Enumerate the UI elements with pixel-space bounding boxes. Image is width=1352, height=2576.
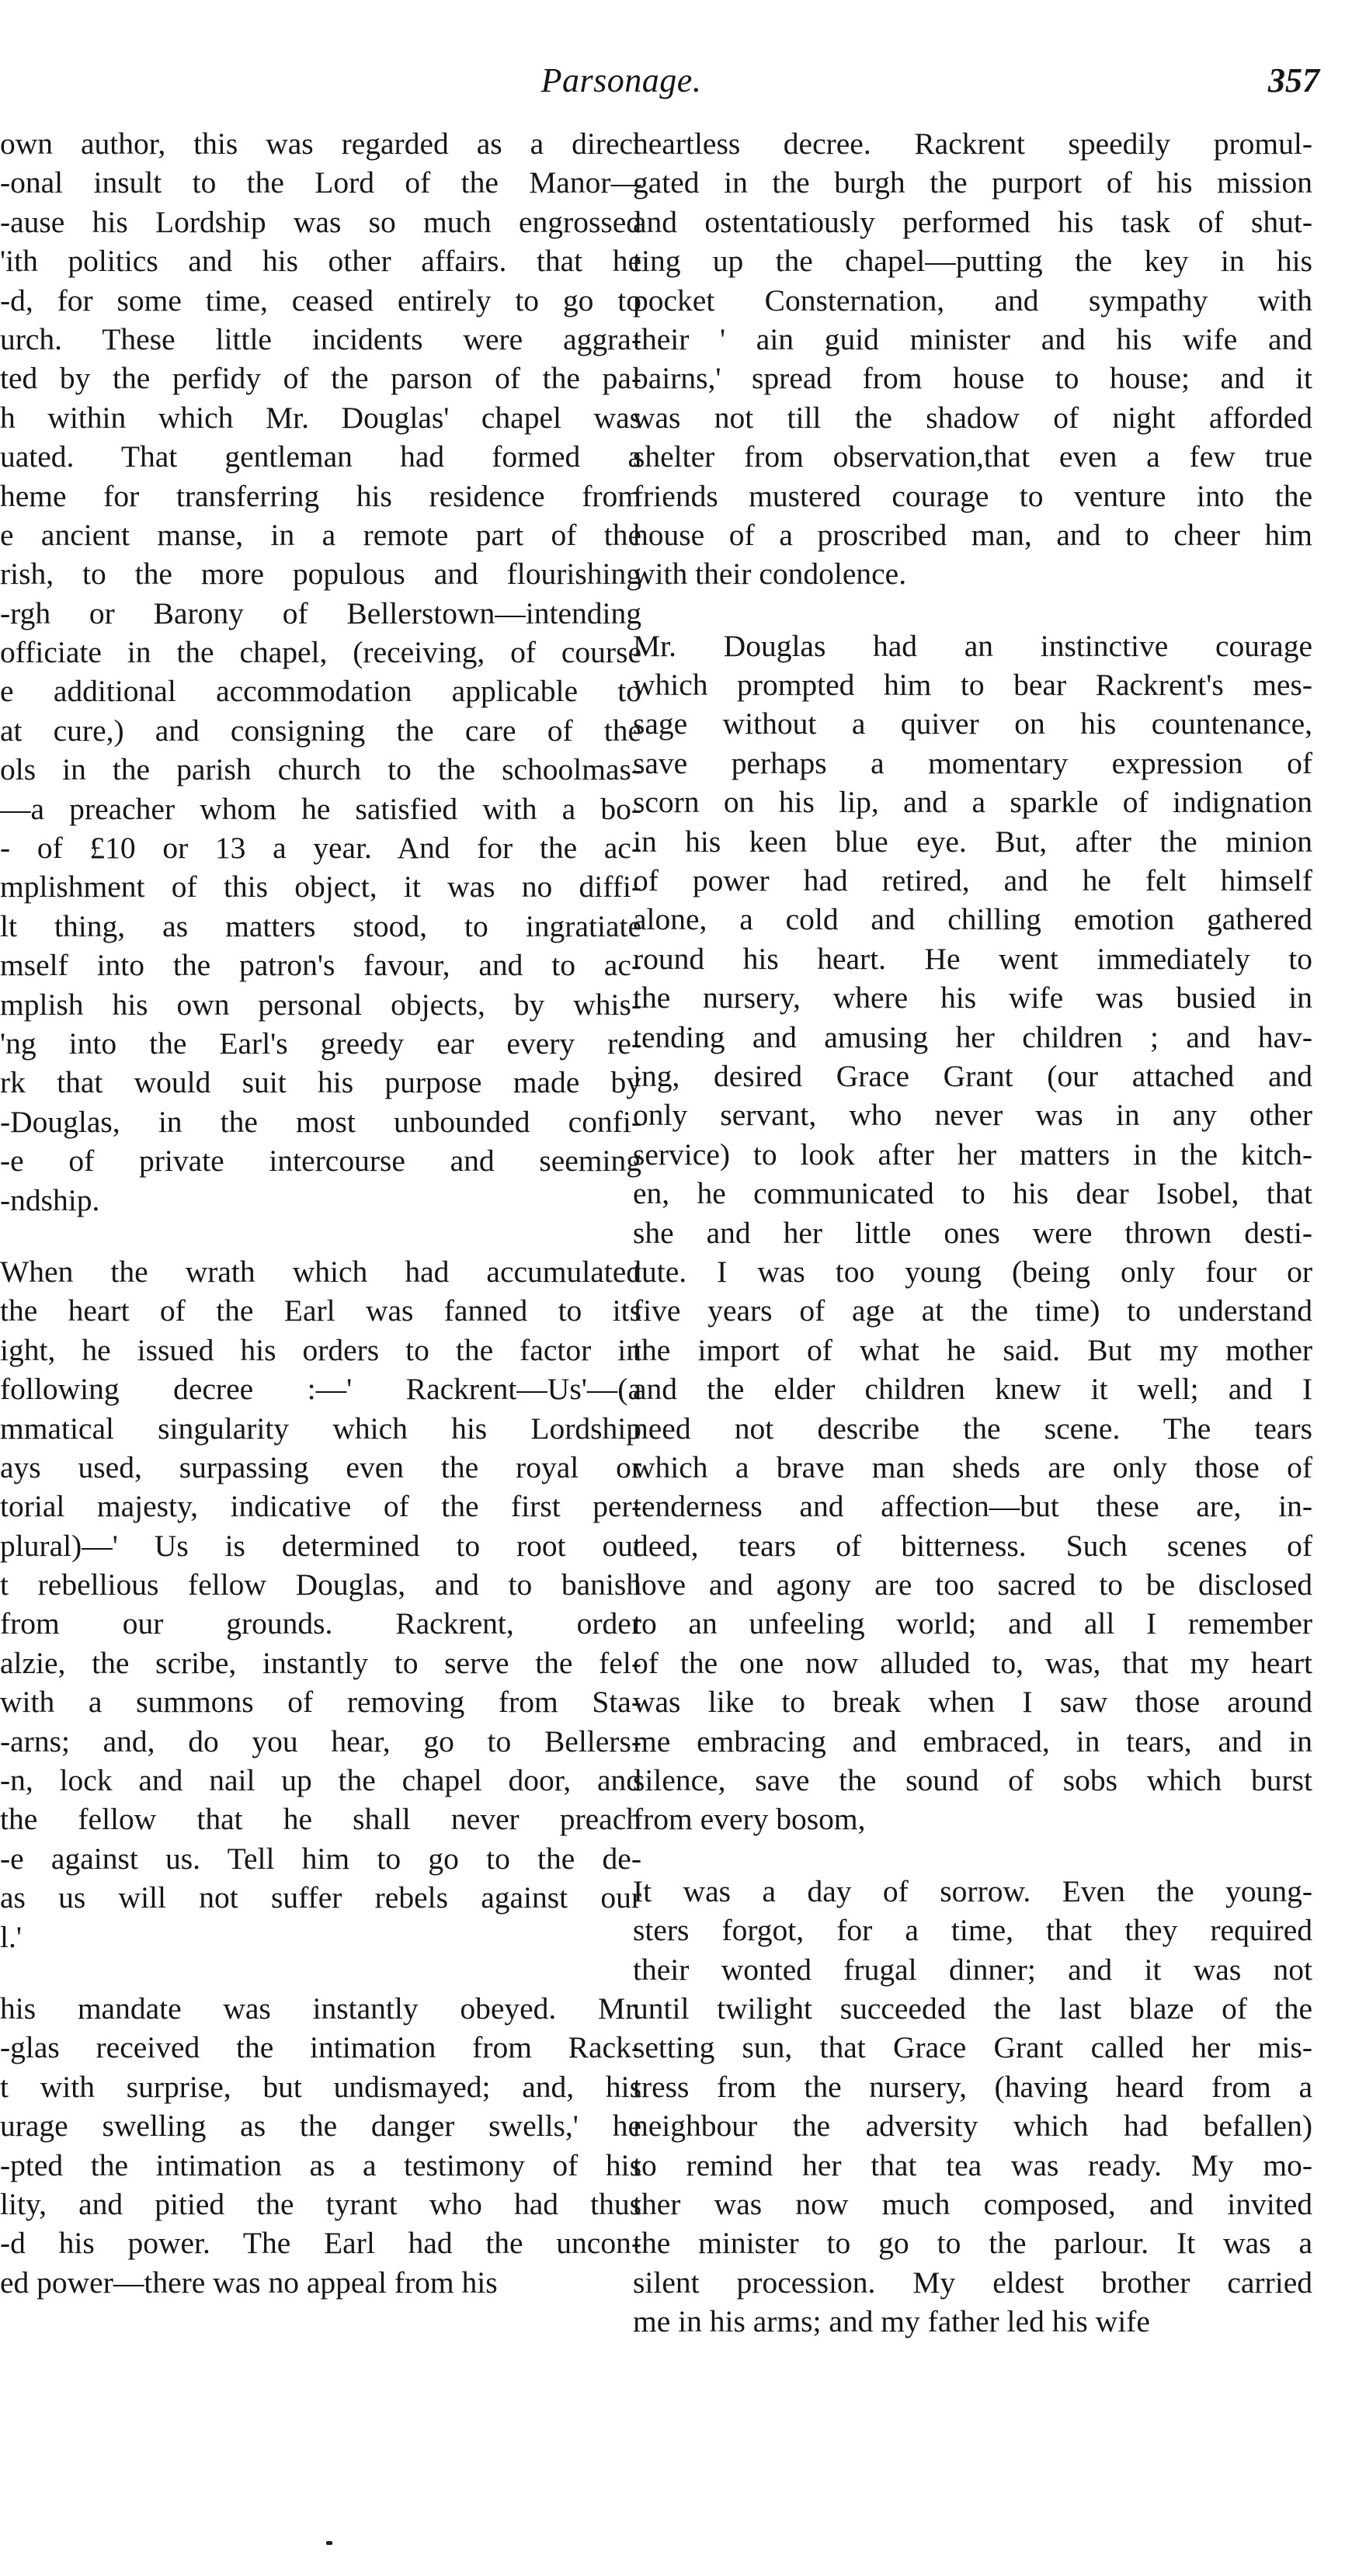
text-line: which prompted him to bear Rackrent's mes-: [633, 668, 1312, 703]
text-line: lity, and pitied the tyrant who had thus: [0, 2186, 641, 2221]
text-line: their wonted frugal dinner; and it was not: [633, 1952, 1312, 1987]
paragraph-gap: [633, 1839, 1312, 1872]
text-line: mmatical singularity which his Lordship: [0, 1411, 641, 1446]
text-line: urch. These little incidents were aggra-: [0, 321, 641, 356]
text-line: save perhaps a momentary expression of: [633, 745, 1312, 780]
text-line: with their condolence.: [633, 557, 907, 592]
text-line: of power had retired, and he felt himself: [633, 863, 1312, 898]
text-line: from every bosom,: [633, 1802, 866, 1837]
text-line: only servant, who never was in any other: [633, 1098, 1312, 1133]
text-line: sage without a quiver on his countenance,: [633, 706, 1312, 741]
text-line: ting up the chapel—putting the key in his: [633, 244, 1312, 279]
text-line: gated in the burgh the purport of his mission: [633, 165, 1312, 200]
text-line: ight, he issued his orders to the factor in: [0, 1332, 641, 1367]
text-line: silent procession. My eldest brother carried: [633, 2265, 1312, 2300]
text-line: —a preacher whom he satisfied with a bo-: [0, 791, 641, 826]
text-line: the heart of the Earl was fanned to its: [0, 1293, 641, 1328]
text-line: pocket Consternation, and sympathy with: [633, 283, 1312, 318]
text-line: plural)—' Us is determined to root out: [0, 1528, 641, 1563]
text-line: neighbour the adversity which had befallen): [633, 2109, 1312, 2144]
text-line: en, he communicated to his dear Isobel, that: [633, 1176, 1312, 1211]
running-head-title: Parsonage.: [540, 61, 702, 99]
text-line: their ' ain guid minister and his wife and: [633, 321, 1312, 356]
paragraph-gap: [0, 1956, 641, 1989]
text-line: t rebellious fellow Douglas, and to banish: [0, 1567, 641, 1602]
ink-mark: [326, 2541, 332, 2545]
text-line: the minister to go to the parlour. It was a: [633, 2226, 1312, 2261]
text-line: house of a proscribed man, and to cheer him: [633, 517, 1312, 552]
text-line: urage swelling as the danger swells,' he: [0, 2109, 641, 2144]
text-line: It was a day of sorrow. Even the young-: [633, 1873, 1312, 1908]
text-line: love and agony are too sacred to be disclosed: [633, 1567, 1312, 1602]
text-line: five years of age at the time) to understand: [633, 1293, 1312, 1328]
text-line: own author, this was regarded as a direct: [0, 127, 641, 161]
text-line: to remind her that tea was ready. My mo-: [633, 2147, 1312, 2182]
text-line: from our grounds. Rackrent, order: [0, 1606, 641, 1641]
text-line: ing, desired Grace Grant (our attached and: [633, 1058, 1312, 1093]
text-line: tending and amusing her children ; and hav-: [633, 1019, 1312, 1054]
page-number: 357: [1268, 61, 1319, 99]
text-line: setting sun, that Grace Grant called her mis-: [633, 2030, 1312, 2065]
text-line: at cure,) and consigning the care of the: [0, 713, 641, 748]
text-line: e ancient manse, in a remote part of the: [0, 517, 641, 552]
text-line: uated. That gentleman had formed a: [0, 439, 641, 474]
paragraph: [0, 1252, 641, 1956]
text-line: torial majesty, indicative of the first per-: [0, 1489, 641, 1524]
text-line: 'ng into the Earl's greedy ear every re-: [0, 1026, 641, 1061]
text-line: -ndship.: [0, 1182, 100, 1217]
text-line: tress from the nursery, (having heard from a: [633, 2069, 1312, 2104]
text-line: -d his power. The Earl had the uncon-: [0, 2226, 641, 2261]
text-line: and the elder children knew it well; and I: [633, 1372, 1312, 1407]
right-column: [633, 124, 1312, 2539]
text-line: ther was now much composed, and invited: [633, 2186, 1312, 2221]
text-line: - of £10 or 13 a year. And for the ac-: [0, 831, 641, 866]
text-line: When the wrath which had accumulated: [0, 1254, 641, 1289]
text-line: 'ith politics and his other affairs. that he: [0, 244, 641, 279]
text-line: mplish his own personal objects, by whis-: [0, 987, 641, 1022]
text-line: as us will not suffer rebels against our: [0, 1880, 641, 1915]
text-line: -e against us. Tell him to go to the de-: [0, 1841, 641, 1876]
text-line: -n, lock and nail up the chapel door, and: [0, 1763, 641, 1798]
left-column: [0, 124, 641, 2539]
text-line: in his keen blue eye. But, after the minion: [633, 824, 1312, 859]
text-line: l.': [0, 1919, 22, 1954]
text-line: -e of private intercourse and seeming: [0, 1144, 641, 1179]
text-line: rk that would suit his purpose made by: [0, 1065, 641, 1100]
running-head: [0, 61, 1352, 107]
text-line: t with surprise, but undismayed; and, his: [0, 2069, 641, 2104]
text-line: -onal insult to the Lord of the Manor—: [0, 165, 641, 200]
text-line: which a brave man sheds are only those of: [633, 1449, 1312, 1484]
text-line: Mr. Douglas had an instinctive courage: [633, 628, 1312, 663]
text-line: tute. I was too young (being only four or: [633, 1254, 1312, 1289]
paragraph: [0, 124, 641, 1220]
text-line: e additional accommodation applicable to: [0, 674, 641, 709]
text-line: and ostentatiously performed his task of shut-: [633, 204, 1312, 239]
text-line: round his heart. He went immediately to: [633, 941, 1312, 976]
paragraph-gap: [633, 594, 1312, 627]
text-line: shelter from observation,that even a few true: [633, 439, 1312, 474]
text-line: of the one now alluded to, was, that my heart: [633, 1645, 1312, 1680]
text-line: -arns; and, do you hear, go to Bellers-: [0, 1724, 641, 1758]
text-line: until twilight succeeded the last blaze of the: [633, 1991, 1312, 2026]
text-line: -ause his Lordship was so much engrossed: [0, 204, 641, 239]
text-line: friends mustered courage to venture into the: [633, 478, 1312, 513]
text-line: -pted the intimation as a testimony of his: [0, 2147, 641, 2182]
text-line: rish, to the more populous and flourishing: [0, 557, 641, 592]
text-line: me embracing and embraced, in tears, and in: [633, 1724, 1312, 1758]
text-line: tenderness and affection—but these are, in-: [633, 1489, 1312, 1524]
text-line: the import of what he said. But my mother: [633, 1332, 1312, 1367]
text-line: bairns,' spread from house to house; and it: [633, 361, 1312, 396]
text-line: -glas received the intimation from Rack-: [0, 2030, 641, 2065]
text-line: mself into the patron's favour, and to ac-: [0, 948, 641, 983]
paragraph-gap: [0, 1220, 641, 1252]
paragraph: [0, 1989, 641, 2302]
text-line: officiate in the chapel, (receiving, of course: [0, 635, 641, 670]
text-line: was not till the shadow of night afforded: [633, 400, 1312, 435]
text-line: -d, for some time, ceased entirely to go to: [0, 283, 641, 318]
text-line: ols in the parish church to the schoolmas-: [0, 752, 641, 787]
text-line: scorn on his lip, and a sparkle of indignation: [633, 785, 1312, 820]
text-line: alone, a cold and chilling emotion gathered: [633, 902, 1312, 937]
text-line: -rgh or Barony of Bellerstown—intending: [0, 595, 641, 630]
paragraph: [633, 1872, 1312, 2342]
text-line: with a summons of removing from Sta-: [0, 1685, 641, 1720]
text-line: h within which Mr. Douglas' chapel was: [0, 400, 641, 435]
text-line: she and her little ones were thrown desti-: [633, 1215, 1312, 1250]
text-line: deed, tears of bitterness. Such scenes of: [633, 1528, 1312, 1563]
text-line: alzie, the scribe, instantly to serve the fel-: [0, 1645, 641, 1680]
text-line: to an unfeeling world; and all I remember: [633, 1606, 1312, 1641]
text-line: his mandate was instantly obeyed. Mr.: [0, 1991, 641, 2026]
text-line: service) to look after her matters in the kitch-: [633, 1137, 1312, 1172]
text-line: silence, save the sound of sobs which burst: [633, 1763, 1312, 1798]
text-line: the fellow that he shall never preach: [0, 1802, 641, 1837]
text-line: ays used, surpassing even the royal or: [0, 1449, 641, 1484]
text-line: lt thing, as matters stood, to ingratiate: [0, 908, 641, 943]
text-line: ted by the perfidy of the parson of the pa-: [0, 361, 641, 396]
text-line: heartless decree. Rackrent speedily promul-: [633, 127, 1312, 161]
text-line: need not describe the scene. The tears: [633, 1411, 1312, 1446]
text-line: heme for transferring his residence from: [0, 478, 641, 513]
paragraph: [633, 627, 1312, 1839]
text-line: ed power—there was no appeal from his: [0, 2265, 498, 2300]
text-line: me in his arms; and my father led his wife: [633, 2304, 1150, 2339]
text-line: -Douglas, in the most unbounded confi-: [0, 1104, 641, 1139]
text-line: mplishment of this object, it was no diffi-: [0, 870, 641, 904]
text-line: sters forgot, for a time, that they required: [633, 1913, 1312, 1948]
paragraph: [633, 124, 1312, 594]
text-line: the nursery, where his wife was busied in: [633, 981, 1312, 1015]
text-line: was like to break when I saw those around: [633, 1685, 1312, 1720]
text-line: following decree :—' Rackrent—Us'—(a: [0, 1372, 641, 1407]
